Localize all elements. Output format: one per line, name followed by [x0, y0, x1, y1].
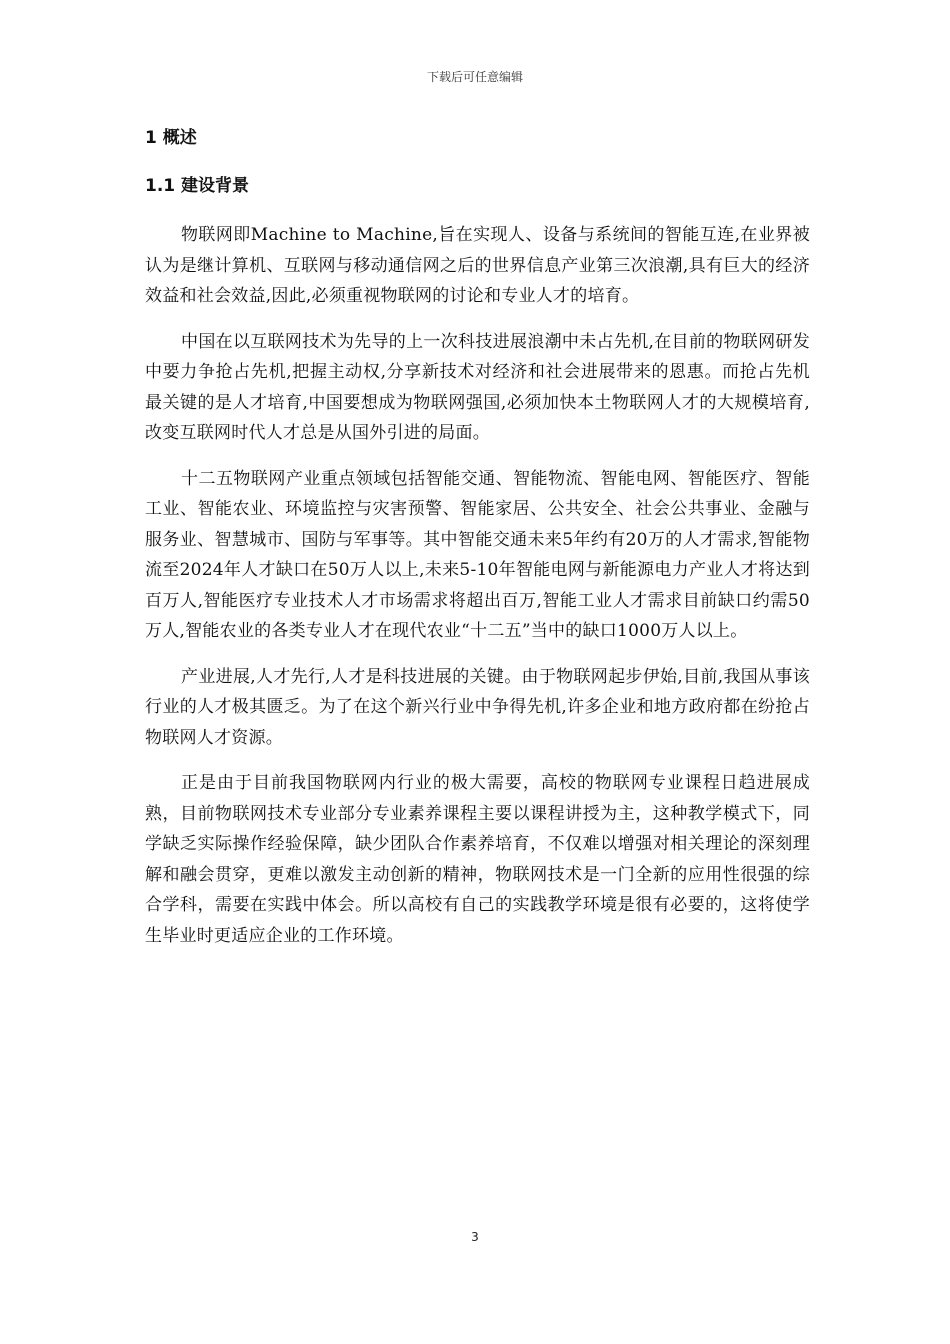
paragraph: 正是由于目前我国物联网内行业的极大需要，高校的物联网专业课程日趋进展成熟，目前物联网技术专业部分专业素养课程主要以课程讲授为主，这种教学模式下，同学缺乏实际操作经验保障，缺少团队合作素养培育，不仅难以增强对相关理论的深刻理解和融会贯穿，更难以激发主动创新的精神，物联网技术是一门全新的应用性很强的综合学科，需要在实践中体会。所以高校有自己的实践教学环境是很有必要的，这将使学生毕业时更适应企业的工作环境。: [145, 773, 810, 946]
paragraph: 物联网即Machine to Machine,旨在实现人、设备与系统间的智能互连,在业界被认为是继计算机、互联网与移动通信网之后的世界信息产业第三次浪潮,具有巨大的经济效益和社会效益,因此,必须重视物联网的讨论和专业人才的培育。: [145, 225, 810, 306]
page-number: 3: [471, 1230, 479, 1244]
page-header-note: 下载后可任意编辑: [426, 70, 523, 84]
paragraph: 产业进展,人才先行,人才是科技进展的关键。由于物联网起步伊始,目前,我国从事该行业的人才极其匮乏。为了在这个新兴行业中争得先机,许多企业和地方政府都在纷抢占物联网人才资源。: [145, 666, 810, 748]
subsection-title: 1.1 建设背景: [145, 176, 250, 196]
paragraph: 中国在以互联网技术为先导的上一次科技进展浪潮中未占先机,在目前的物联网研发中要力争抢占先机,把握主动权,分享新技术对经济和社会进展带来的恩惠。而抢占先机最关键的是人才培育,中国要想成为物联网强国,必须加快本土物联网人才的大规模培育,改变互联网时代人才总是从国外引进的局面。: [145, 331, 810, 443]
section-title: 1 概述: [145, 128, 197, 148]
document-body: [145, 124, 810, 966]
paragraph: 十二五物联网产业重点领域包括智能交通、智能物流、智能电网、智能医疗、智能工业、智能农业、环境监控与灾害预警、智能家居、公共安全、社会公共事业、金融与服务业、智慧城市、国防与军事等。其中智能交通未来5年约有20万的人才需求,智能物流至2024年人才缺口在50万人以上,未来5-10年智能电网与新能源电力产业人才将达到百万人,智能医疗专业技术人才市场需求将超出百万,智能工业人才需求目前缺口约需50万人,智能农业的各类专业人才在现代农业“十二五”当中的缺口1000万人以上。: [145, 468, 810, 641]
